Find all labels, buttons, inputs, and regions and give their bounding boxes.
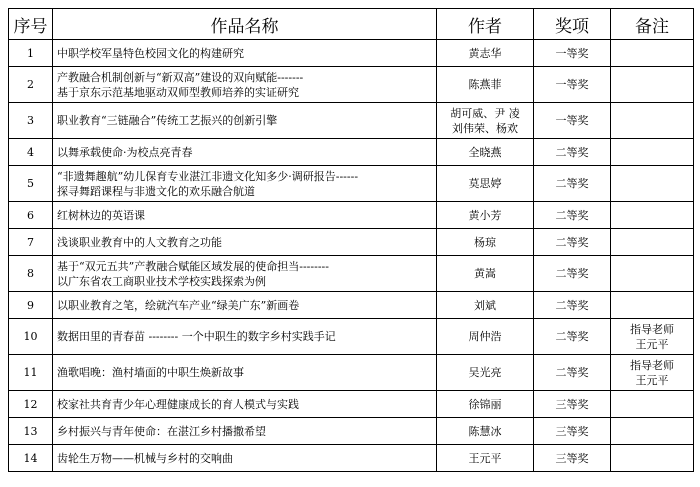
cell-award: 三等奖 [534,391,611,418]
table-row [9,292,694,319]
table-row [9,418,694,445]
cell-author [437,391,534,418]
table-header-row [9,9,694,40]
table-row [9,166,694,202]
cell-author-line: 徐锦丽 [468,397,502,411]
cell-author [437,40,534,67]
table-row [9,319,694,355]
cell-title-line: 产教融合机制创新与“新双高”建设的双向赋能------- [57,70,304,84]
cell-num: 7 [9,229,53,256]
cell-remark [611,445,694,472]
cell-remark-line: 王元平 [635,337,669,351]
cell-title [53,229,437,256]
cell-title [53,103,437,139]
cell-title [53,319,437,355]
cell-num: 10 [9,319,53,355]
cell-award: 二等奖 [534,166,611,202]
cell-title-line: 以舞承载使命·为校点亮青春 [57,145,193,159]
cell-title-line: 红树林边的英语课 [57,208,145,222]
cell-num: 8 [9,256,53,292]
cell-award: 二等奖 [534,229,611,256]
cell-author-line: 周仲浩 [468,330,502,343]
cell-title-line: “非遗舞趣航”幼儿保育专业湛江非遗文化知多少·调研报告------ [57,169,359,183]
header-title: 作品名称 [53,9,437,40]
cell-num: 14 [9,445,53,472]
cell-author-line: 陈燕菲 [468,78,502,91]
cell-remark-line: 指导老师 [630,322,674,336]
cell-title-line: 以广东省农工商职业技术学校实践探索为例 [57,274,266,288]
cell-author [437,202,534,229]
cell-author-line: 莫思婷 [468,177,502,190]
cell-remark [611,256,694,292]
awards-table [8,8,694,472]
cell-award: 三等奖 [534,418,611,445]
cell-title [53,391,437,418]
cell-author-line: 胡可威、尹 凌 [450,106,520,120]
cell-award: 一等奖 [534,40,611,67]
table-row [9,355,694,391]
cell-author [437,418,534,445]
cell-author-line: 杨琼 [474,235,496,249]
cell-num: 9 [9,292,53,319]
cell-author [437,292,534,319]
header-award: 奖项 [534,9,611,40]
cell-award: 二等奖 [534,319,611,355]
cell-title-line: 基于“双元五共”产教融合赋能区域发展的使命担当-------- [57,259,329,273]
cell-author-line: 刘伟荣、杨欢 [452,121,518,135]
cell-remark [611,103,694,139]
cell-title [53,139,437,166]
cell-award: 二等奖 [534,139,611,166]
cell-author [437,67,534,103]
cell-award: 二等奖 [534,202,611,229]
cell-title-line: 探寻舞蹈课程与非遗文化的欢乐融合航道 [57,184,255,198]
cell-title [53,292,437,319]
cell-author [437,256,534,292]
cell-author-line: 陈慧冰 [468,424,502,438]
cell-title-line: 中职学校军垦特色校园文化的构建研究 [57,46,244,60]
cell-author [437,166,534,202]
cell-title-line: 校家社共育青少年心理健康成长的育人模式与实践 [57,397,299,411]
cell-title-line: 浅谈职业教育中的人文教育之功能 [57,235,222,249]
cell-title [53,202,437,229]
cell-title-line: 基于京东示范基地驱动双师型教师培养的实证研究 [57,85,299,99]
cell-author-line: 全晓燕 [468,145,502,159]
cell-remark [611,67,694,103]
cell-title [53,418,437,445]
cell-num: 13 [9,418,53,445]
cell-num: 4 [9,139,53,166]
cell-award: 一等奖 [534,67,611,103]
cell-title [53,256,437,292]
cell-author-line: 黄嵩 [474,267,496,280]
cell-author [437,103,534,139]
cell-award: 一等奖 [534,103,611,139]
cell-remark [611,166,694,202]
cell-remark [611,40,694,67]
cell-author-line: 吴光亮 [468,366,502,379]
table-row [9,229,694,256]
cell-author [437,445,534,472]
table-row [9,103,694,139]
cell-author [437,139,534,166]
table-row [9,139,694,166]
table-row [9,202,694,229]
cell-remark [611,229,694,256]
cell-remark [611,355,694,391]
cell-remark [611,292,694,319]
cell-remark-line: 指导老师 [630,358,674,372]
cell-title [53,355,437,391]
cell-remark [611,319,694,355]
cell-award: 二等奖 [534,355,611,391]
table-row [9,445,694,472]
table-row [9,40,694,67]
cell-author-line: 王元平 [468,451,502,465]
cell-title-line: 乡村振兴与青年使命：在湛江乡村播撒希望 [57,424,266,438]
cell-title [53,67,437,103]
cell-author [437,355,534,391]
header-author: 作者 [437,9,534,40]
cell-title-line: 渔歌唱晚：渔村墙面的中职生焕新故事 [57,366,244,379]
table-row [9,391,694,418]
cell-remark [611,391,694,418]
cell-num: 5 [9,166,53,202]
cell-award: 三等奖 [534,445,611,472]
cell-author-line: 刘斌 [474,298,496,312]
cell-title [53,166,437,202]
cell-title [53,445,437,472]
table-row [9,67,694,103]
cell-num: 2 [9,67,53,103]
cell-award: 二等奖 [534,256,611,292]
cell-award: 二等奖 [534,292,611,319]
header-remark: 备注 [611,9,694,40]
cell-num: 6 [9,202,53,229]
table-body [9,40,694,472]
cell-num: 11 [9,355,53,391]
cell-author-line: 黄小芳 [468,208,502,222]
cell-remark [611,418,694,445]
cell-author [437,319,534,355]
cell-title [53,40,437,67]
cell-author-line: 黄志华 [468,46,502,60]
cell-author [437,229,534,256]
cell-num: 12 [9,391,53,418]
cell-num: 3 [9,103,53,139]
cell-remark [611,202,694,229]
header-num: 序号 [9,9,53,40]
cell-title-line: 齿轮生万物——机械与乡村的交响曲 [57,451,233,465]
table-row [9,256,694,292]
cell-title-line: 数据田里的青春苗 -------- 一个中职生的数字乡村实践手记 [57,330,336,343]
cell-remark-line: 王元平 [635,373,669,387]
cell-title-line: 职业教育“三链融合”传统工艺振兴的创新引擎 [57,114,278,127]
cell-num: 1 [9,40,53,67]
cell-title-line: 以职业教育之笔，绘就汽车产业“绿美广东”新画卷 [57,298,300,312]
cell-remark [611,139,694,166]
